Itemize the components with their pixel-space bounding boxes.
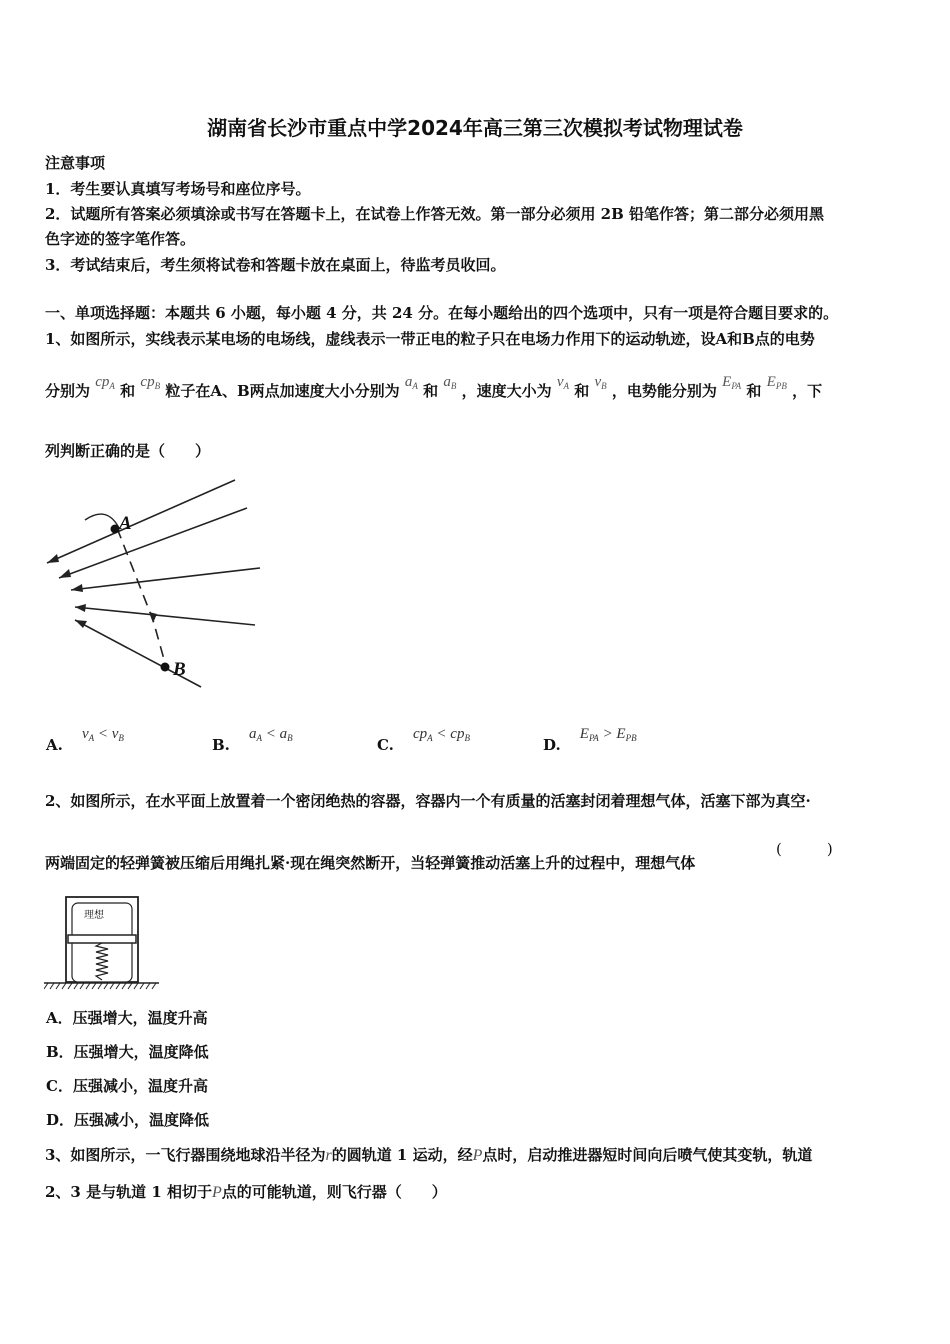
q2-option-a[interactable]: A．压强增大，温度升高 [46,1009,208,1027]
math-vA: $v_A$ [556,374,570,391]
notice-item: 3．考试结束后，考生须将试卷和答题卡放在桌面上，待监考员收回。 [45,256,506,274]
q1-text: ，下 [792,382,823,400]
q2-line2: 两端固定的轻弹簧被压缩后用绳扎紧·现在绳突然断开，当轻弹簧推动活塞上升的过程中，理想气体 [45,854,696,872]
q1-text: 和 [574,382,590,400]
field-line [47,480,235,563]
electric-field-figure [35,465,275,715]
point-B [161,663,170,672]
q1-option-b[interactable]: B. $a_A < a_B$ [212,726,293,754]
q1-text: 粒子在A、B两点加速度大小分别为 [165,382,400,400]
q1-line1: 1、如图所示，实线表示某电场的电场线，虚线表示一带正电的粒子只在电场力作用下的运动轨迹，设A和B点的电势 [45,330,815,348]
q1-text: 和 [423,382,439,400]
q1-text: ，速度大小为 [461,382,552,400]
math-P: P [472,1147,483,1164]
q1-line3: 列判断正确的是（ ） [45,442,211,460]
label-B: B [173,659,186,680]
gas-label: 理想 [84,910,104,921]
math-aB: $a_B$ [443,374,457,391]
math-EPA: $E_{PA}$ [722,374,742,391]
notice-item: 1．考生要认真填写考场号和座位序号。 [45,180,311,198]
q1-option-d[interactable]: D. $E_{PA} > E_{PB}$ [543,726,637,754]
field-arrowheads [47,554,87,628]
math-cpB: $cp_B$ [140,374,161,391]
q1-text: 分别为 [45,382,91,400]
math-vB: $v_B$ [594,374,607,391]
math-EPB: $E_{PB}$ [766,374,787,391]
ground-hatch [44,983,156,989]
q2-line1: 2、如图所示，在水平面上放置着一个密闭绝热的容器，容器内一个有质量的活塞封闭着理想气体，活塞下部为真空· [45,792,811,810]
container-figure [44,892,164,992]
trajectory-arrow [149,612,157,623]
math-cpA: $cp_A$ [95,374,115,391]
q1-option-c[interactable]: C. $cp_A < cp_B$ [377,726,470,754]
q2-option-b[interactable]: B．压强增大，温度降低 [46,1043,209,1061]
piston [68,935,136,943]
section-heading: 一、单项选择题：本题共 6 小题，每小题 4 分，共 24 分。在每小题给出的四个选项中，只有一项是符合题目要求的。 [45,304,839,322]
math-P: P [211,1184,222,1201]
field-line [71,568,260,590]
q1-text: ，电势能分别为 [611,382,717,400]
q1-option-a[interactable]: A. $v_A < v_B$ [46,726,124,754]
q2-option-d[interactable]: D．压强减小，温度降低 [46,1111,210,1129]
notice-item: 2．试题所有答案必须填涂或书写在答题卡上，在试卷上作答无效。第一部分必须用 2B 铅笔作答；第二部分必须用黑 [45,205,825,223]
trajectory-dashed [117,528,167,670]
notice-heading: 注意事项 [45,154,106,172]
notice-item: 色字迹的签字笔作答。 [45,230,196,248]
q1-text: 和 [120,382,136,400]
field-line [75,607,255,625]
q1-line2 [45,374,823,401]
q3-line2: 2、3 是与轨道 1 相切于P点的可能轨道，则飞行器（ ） [45,1183,447,1201]
q2-answer-paren: ( ) [776,840,833,858]
math-aA: $a_A$ [404,374,418,391]
q2-option-c[interactable]: C．压强减小，温度升高 [46,1077,208,1095]
math-r: r [325,1147,332,1164]
label-A: A [119,513,132,534]
q1-text: 和 [746,382,762,400]
page-title: 湖南省长沙市重点中学2024年高三第三次模拟考试物理试卷 [207,116,743,140]
q3-line1: 3、如图所示，一飞行器围绕地球沿半径为r的圆轨道 1 运动，经P点时，启动推进器短时间向后喷气使其变轨，轨道 [45,1146,813,1164]
